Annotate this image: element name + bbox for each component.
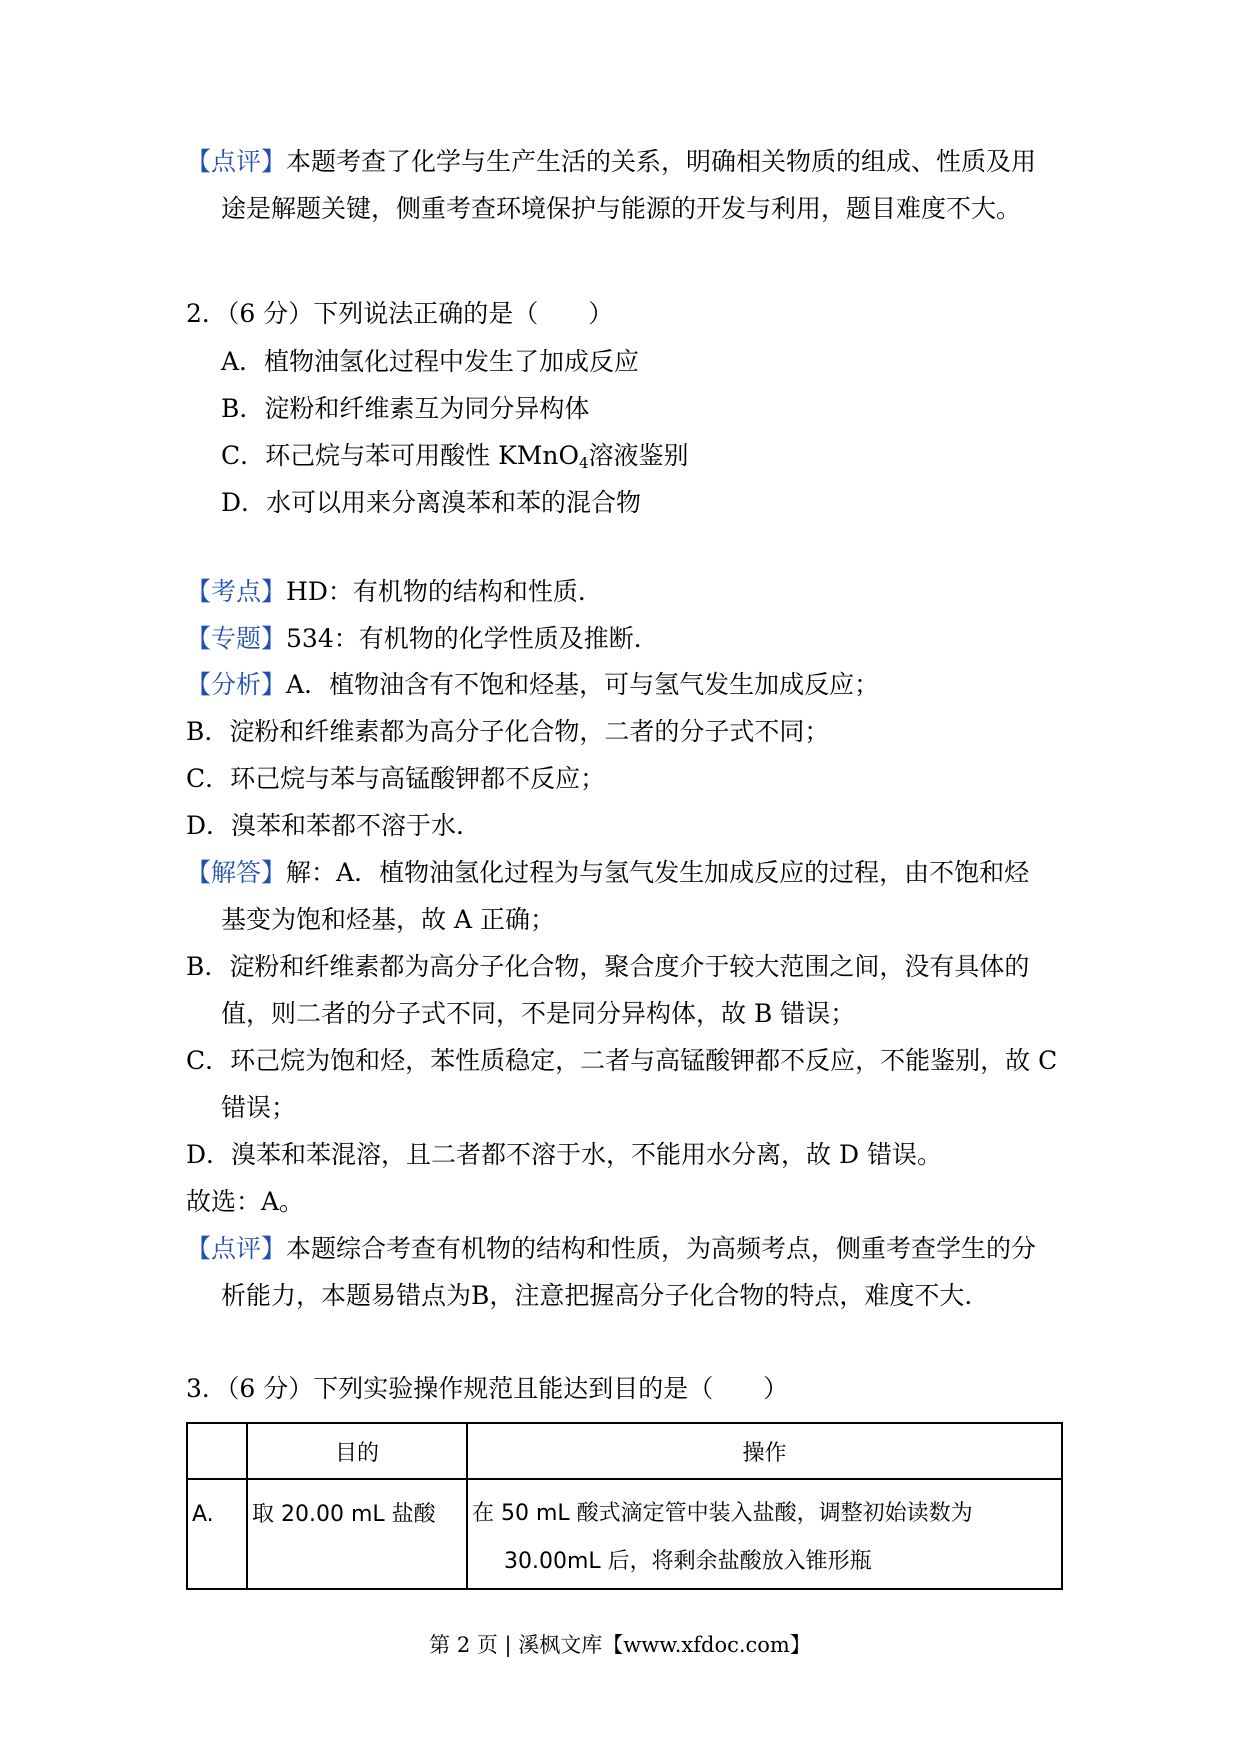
q2-option-b: B．淀粉和纤维素互为同分异构体 xyxy=(221,394,590,423)
row-a-purpose: 取 20.00 mL 盐酸 xyxy=(252,1502,436,1527)
q2-option-c xyxy=(221,439,689,473)
fenxi-c: C．环己烷与苯与高锰酸钾都不反应； xyxy=(186,764,606,793)
header-blank xyxy=(187,1423,247,1479)
kaodian-text: HD：有机物的结构和性质． xyxy=(286,577,603,606)
q1-review-line1 xyxy=(186,145,1036,179)
q2-fenxi xyxy=(186,668,879,702)
jieda-c2: 错误； xyxy=(221,1093,297,1122)
fenxi-tag: 【分析】 xyxy=(186,670,287,699)
q3-operation-table xyxy=(186,1422,1063,1590)
header-purpose: 目的 xyxy=(247,1423,467,1479)
jieda-choice: 故选：A。 xyxy=(186,1187,305,1216)
q2-option-c-text: C．环己烷与苯可用酸性 KMnO xyxy=(221,441,579,470)
fenxi-b: B．淀粉和纤维素都为高分子化合物，二者的分子式不同； xyxy=(186,717,830,746)
zhuanti-text: 534：有机物的化学性质及推断． xyxy=(286,624,659,653)
row-a-operation-line2: 30.00mL 后，将剩余盐酸放入锥形瓶 xyxy=(504,1549,872,1574)
jieda-b1: B．淀粉和纤维素都为高分子化合物，聚合度介于较大范围之间，没有具体的 xyxy=(186,952,1030,981)
q2-option-c-subscript: 4 xyxy=(578,454,589,472)
table-row xyxy=(187,1479,1062,1589)
q1-review-text-1: 本题考查了化学与生产生活的关系，明确相关物质的组成、性质及用 xyxy=(286,147,1037,176)
jieda-a2: 基变为饱和烃基，故 A 正确； xyxy=(221,905,555,934)
dianping-tag: 【点评】 xyxy=(186,1234,287,1263)
row-a-operation-line1: 在 50 mL 酸式滴定管中装入盐酸，调整初始读数为 xyxy=(472,1501,973,1526)
kaodian-tag: 【考点】 xyxy=(186,577,287,606)
table-header-row xyxy=(187,1423,1062,1479)
header-operation: 操作 xyxy=(467,1423,1062,1479)
q3-stem: 3．（6 分）下列实验操作规范且能达到目的是（ ） xyxy=(186,1374,789,1403)
zhuanti-tag: 【专题】 xyxy=(186,624,287,653)
dianping-line2: 析能力，本题易错点为B，注意把握高分子化合物的特点，难度不大． xyxy=(221,1281,990,1310)
q2-kaodian xyxy=(186,575,603,609)
row-a-purpose-cell xyxy=(247,1479,467,1589)
q2-dianping xyxy=(186,1232,1036,1266)
jieda-c1: C．环己烷为饱和烃，苯性质稳定，二者与高锰酸钾都不反应，不能鉴别，故 C xyxy=(186,1046,1058,1075)
q2-option-d: D．水可以用来分离溴苯和苯的混合物 xyxy=(221,488,642,517)
jieda-d: D．溴苯和苯混溶，且二者都不溶于水，不能用水分离，故 D 错误。 xyxy=(186,1140,942,1169)
q2-zhuanti xyxy=(186,622,659,656)
q1-review-tag: 【点评】 xyxy=(186,147,287,176)
row-a-label-cell xyxy=(187,1479,247,1589)
fenxi-d: D．溴苯和苯都不溶于水． xyxy=(186,811,482,840)
row-a-label: A. xyxy=(192,1502,214,1527)
q2-option-c-text-end: 溶液鉴别 xyxy=(588,441,689,470)
jieda-b2: 值，则二者的分子式不同，不是同分异构体，故 B 错误； xyxy=(221,999,856,1028)
page-footer: 第 2 页 | 溪枫文库【www.xfdoc.com】 xyxy=(429,1633,811,1657)
row-a-operation-cell xyxy=(467,1479,1062,1589)
q2-jieda xyxy=(186,856,1029,890)
q1-review-line2: 途是解题关键，侧重考查环境保护与能源的开发与利用，题目难度不大。 xyxy=(221,194,1022,223)
q2-stem: 2．（6 分）下列说法正确的是（ ） xyxy=(186,299,614,328)
jieda-a1: 解：A．植物油氢化过程为与氢气发生加成反应的过程，由不饱和烃 xyxy=(286,858,1030,887)
q2-option-a: A．植物油氢化过程中发生了加成反应 xyxy=(221,347,640,376)
dianping-line1: 本题综合考查有机物的结构和性质，为高频考点，侧重考查学生的分 xyxy=(286,1234,1037,1263)
fenxi-a: A．植物油含有不饱和烃基，可与氢气发生加成反应； xyxy=(286,670,880,699)
jieda-tag: 【解答】 xyxy=(186,858,287,887)
